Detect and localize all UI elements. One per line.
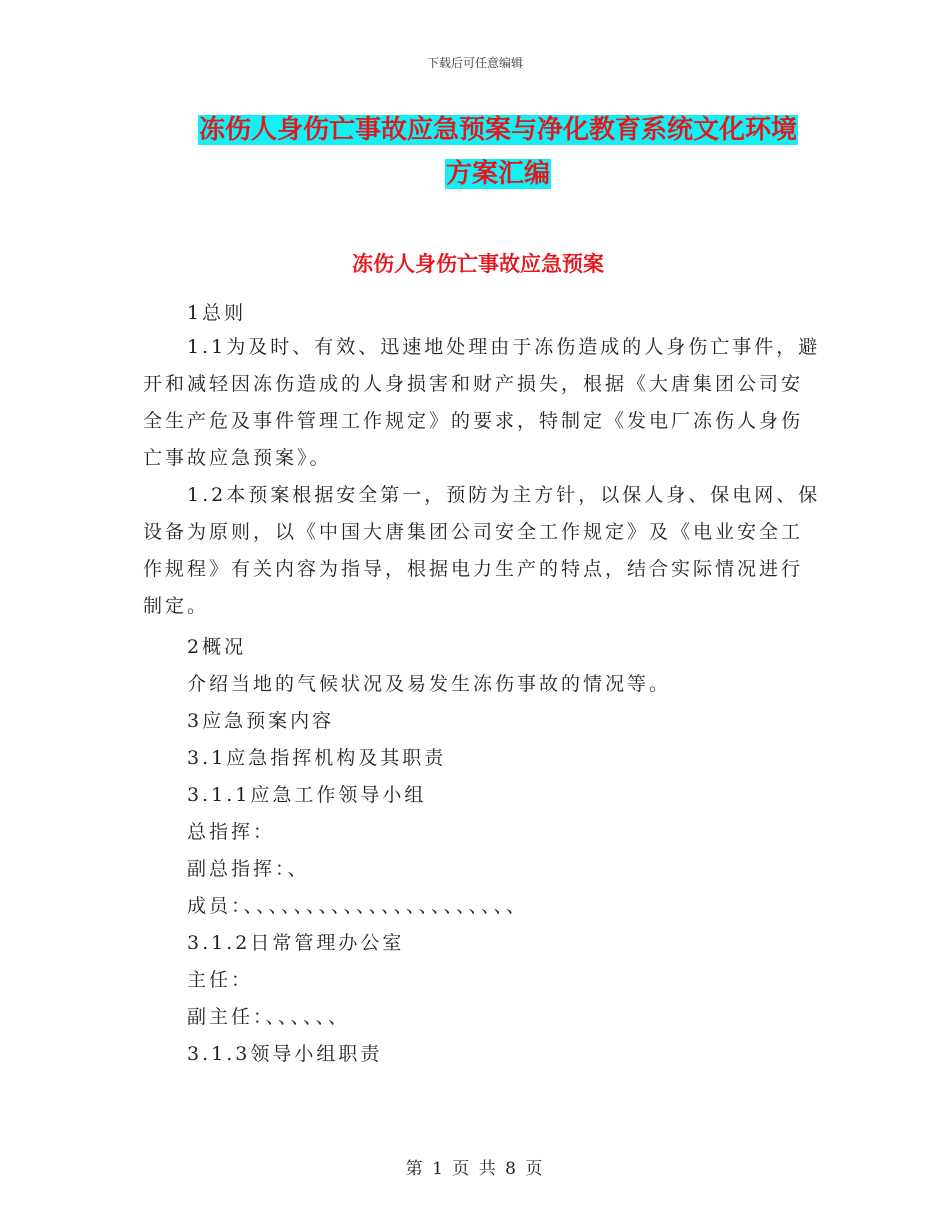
document-title-line-1 bbox=[0, 112, 950, 148]
page-footer: 第 1 页 共 8 页 bbox=[405, 1159, 545, 1179]
paragraph-commander: 总指挥： bbox=[187, 821, 276, 843]
document-title-line-2 bbox=[0, 156, 950, 192]
paragraph-director: 主任： bbox=[187, 969, 254, 991]
title-line-1-text: 冻伤人身伤亡事故应急预案与净化教育系统文化环境 bbox=[198, 115, 797, 145]
paragraph-general: 1总则 bbox=[187, 302, 247, 324]
paragraph-members: 成员：、、、、、、、、、、、、、、、、、、、、、、 bbox=[187, 895, 529, 917]
paragraph-1-2: 1.2本预案根据安全第一，预防为主方针，以保人身、保电网、保设备为原则，以《中国大唐集团公司安全工作规定》及《电业安全工作规程》有关内容为指导，根据电力生产的特点，结合实际情况进行制定。 bbox=[143, 484, 821, 617]
section-title: 冻伤人身伤亡事故应急预案 bbox=[352, 251, 604, 276]
paragraph-deputy-commander: 副总指挥：、 bbox=[187, 858, 310, 880]
paragraph-overview-heading: 2概况 bbox=[187, 636, 247, 658]
paragraph-3-1-1: 3.1.1应急工作领导小组 bbox=[187, 784, 427, 806]
paragraph-overview-text: 介绍当地的气候状况及易发生冻伤事故的情况等。 bbox=[187, 673, 672, 695]
paragraph-plan-content: 3应急预案内容 bbox=[187, 710, 335, 732]
header-note: 下载后可任意编辑 bbox=[426, 56, 523, 70]
paragraph-3-1-3: 3.1.3领导小组职责 bbox=[187, 1043, 383, 1065]
paragraph-1-1: 1.1为及时、有效、迅速地处理由于冻伤造成的人身伤亡事件，避开和减轻因冻伤造成的人身损害和财产损失，根据《大唐集团公司安全生产危及事件管理工作规定》的要求，特制定《发电厂冻伤人身伤亡事故应急预案》。 bbox=[143, 336, 821, 469]
paragraph-3-1: 3.1应急指挥机构及其职责 bbox=[187, 747, 447, 769]
title-line-2-text: 方案汇编 bbox=[445, 159, 550, 189]
paragraph-deputy-director: 副主任：、、、、、、 bbox=[187, 1006, 351, 1028]
paragraph-3-1-2: 3.1.2日常管理办公室 bbox=[187, 932, 405, 954]
